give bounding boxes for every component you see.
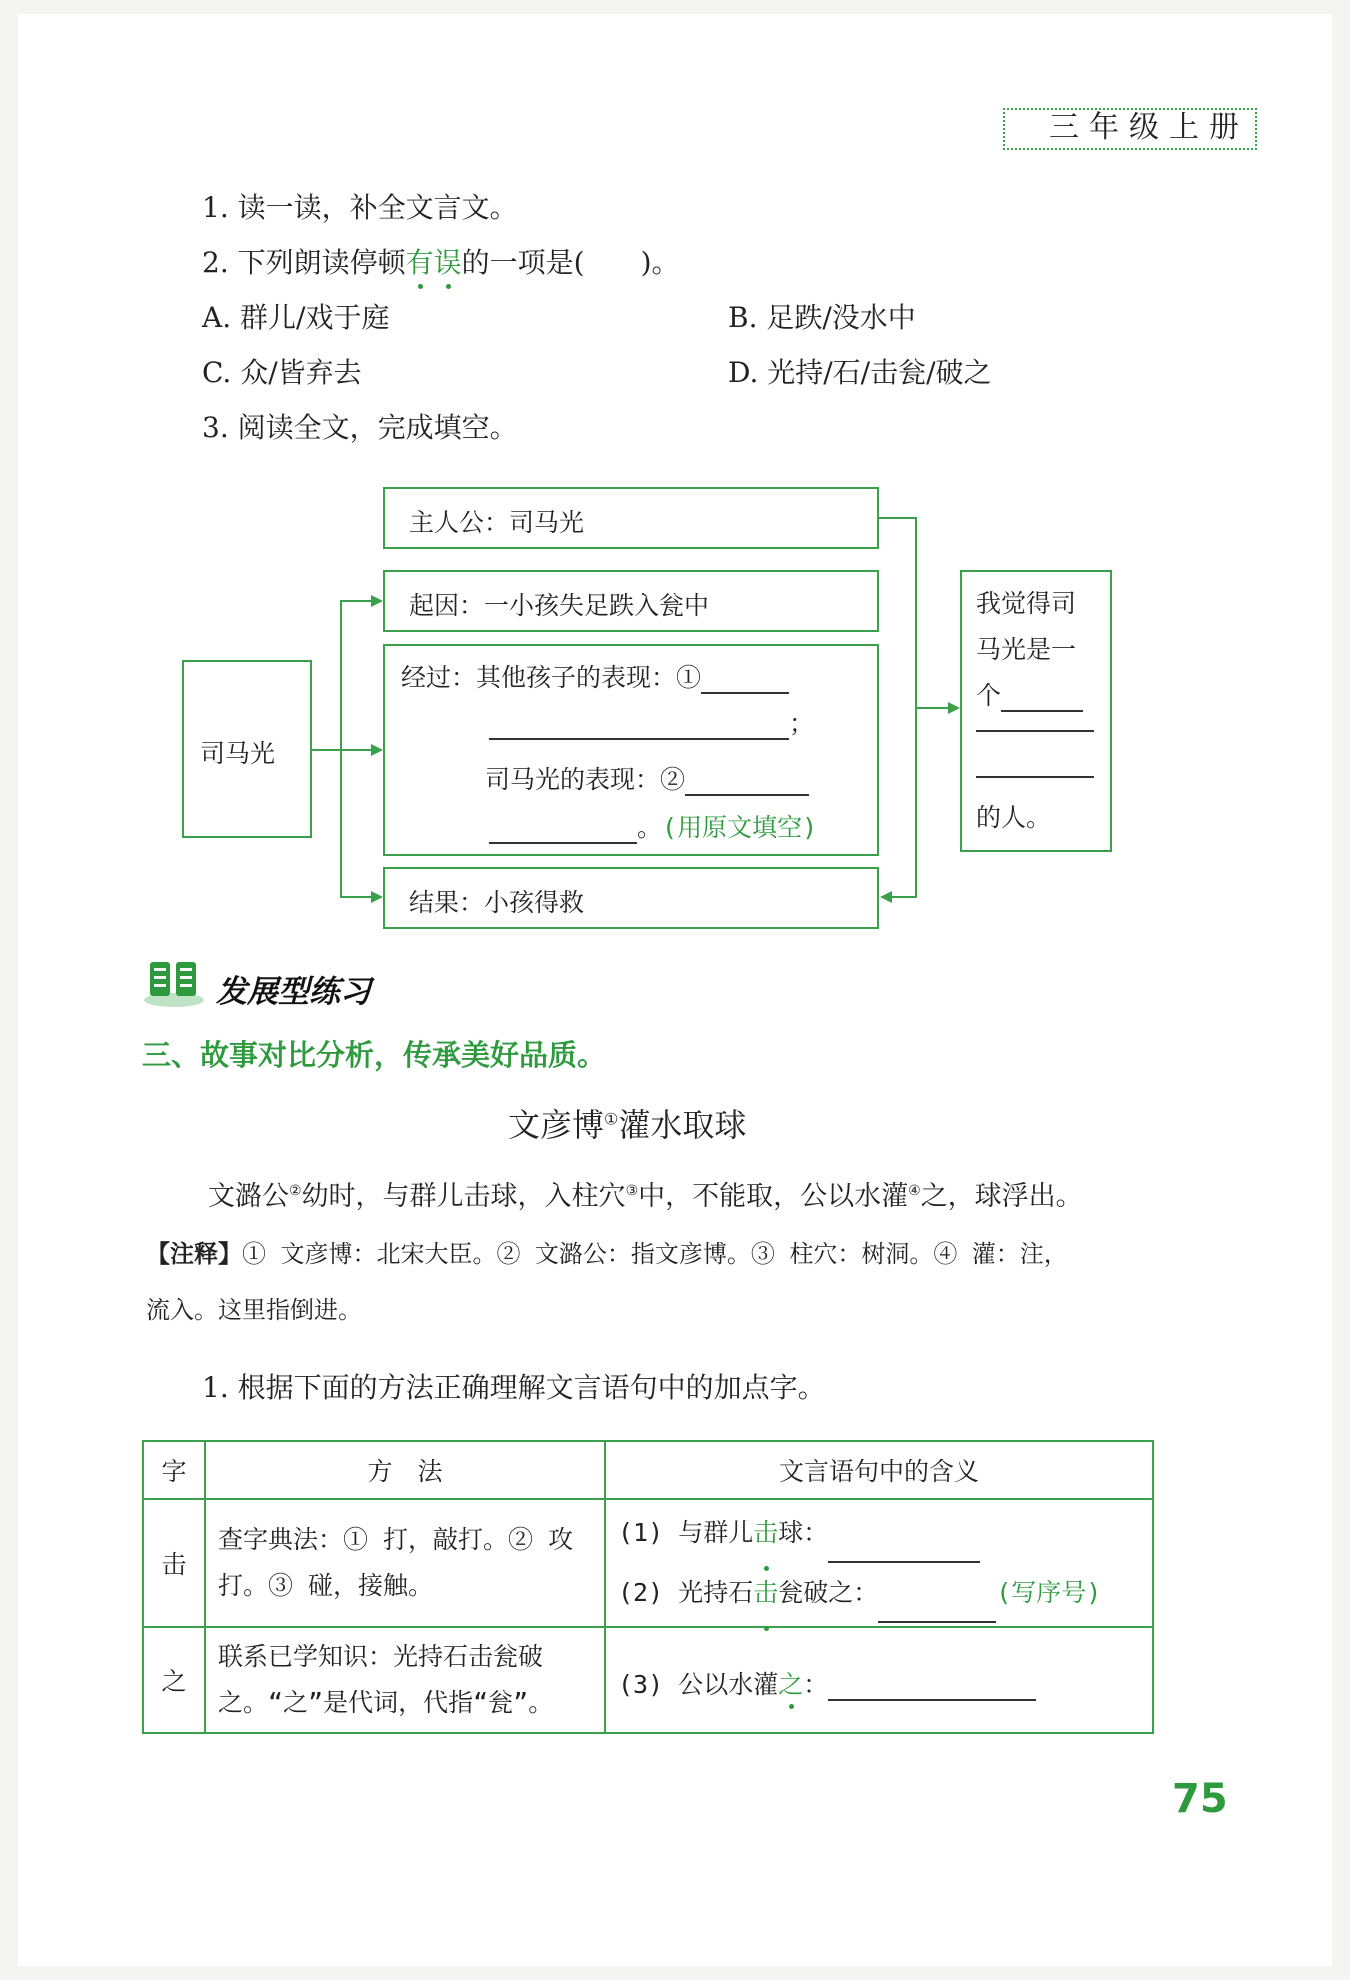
process-others: 经过：其他孩子的表现：① (401, 663, 702, 692)
connector-to-summary (917, 707, 949, 709)
sentence-1-mark: 击 (753, 1503, 778, 1563)
page-number: 75 (1172, 1776, 1228, 1822)
blank-2b[interactable] (489, 842, 637, 844)
blank-3b[interactable] (976, 712, 1094, 732)
connector-to-process (340, 749, 372, 751)
process-box (383, 644, 879, 856)
arrow-to-result-box (880, 891, 892, 903)
exercise-question-1: 1. 根据下面的方法正确理解文言语句中的加点字。 (202, 1371, 826, 1404)
story-title-sup: ① (604, 1109, 619, 1129)
arrow-to-result (371, 891, 383, 903)
summary-line-1: 我觉得司 (976, 589, 1077, 618)
story-title-b: 灌水取球 (618, 1106, 747, 1144)
row2-meaning (605, 1627, 1153, 1733)
story-part-4: 之，球浮出。 (920, 1181, 1083, 1212)
result-text: 结果：小孩得救 (409, 888, 585, 917)
connector-result-right (892, 896, 917, 898)
process-simaguang: 司马光的表现：② (485, 765, 686, 794)
row1-method-line-2: 打。③ 碰，接触。 (218, 1571, 434, 1600)
sentence-2-mark: 击 (753, 1563, 778, 1623)
question-2 (202, 245, 680, 281)
sentence-2-hint: (写序号) (996, 1578, 1102, 1607)
center-label: 司马光 (200, 739, 276, 768)
row1-char: 击 (143, 1499, 205, 1627)
arrow-to-process (371, 744, 383, 756)
protagonist-text: 主人公：司马光 (409, 508, 585, 537)
blank-3c[interactable] (976, 758, 1094, 778)
protagonist-box (383, 487, 879, 549)
story-part-1: 文潞公 (208, 1181, 289, 1212)
sentence-1-post: 球： (778, 1518, 829, 1547)
process-period: 。 (637, 813, 663, 842)
option-b: B. 足跌/没水中 (728, 301, 916, 334)
summary-line-2: 马光是一 (976, 635, 1077, 664)
connector-to-result (340, 896, 372, 898)
row1-method (205, 1499, 605, 1627)
header-char: 字 (143, 1441, 205, 1499)
exercise-table (142, 1440, 1154, 1734)
story-sup-2: ② (289, 1183, 302, 1199)
blank-1a[interactable] (701, 692, 789, 694)
blank-sentence-3[interactable] (828, 1659, 1036, 1701)
header-meaning: 文言语句中的含义 (605, 1441, 1153, 1499)
sentence-3-pre: (3) 公以水灌 (618, 1670, 779, 1699)
row2-char: 之 (143, 1627, 205, 1733)
blank-1b[interactable] (489, 738, 789, 740)
cause-box (383, 570, 879, 632)
story-sup-4: ④ (908, 1183, 921, 1199)
row1-meaning (605, 1499, 1153, 1627)
option-c: C. 众/皆弃去 (202, 356, 362, 389)
summary-box (960, 570, 1112, 852)
table-row (143, 1499, 1153, 1627)
emphasis-wu: 误 (433, 246, 462, 279)
sentence-3-mark: 之 (778, 1665, 803, 1701)
process-hint: (用原文填空) (662, 813, 818, 842)
notes-label: 【注释】 (146, 1240, 242, 1268)
row1-method-line-1: 查字典法：① 打，敲打。② 攻 (218, 1525, 574, 1554)
blank-sentence-1[interactable] (828, 1521, 980, 1563)
notes-line-2: 流入。这里指倒进。 (146, 1296, 362, 1324)
arrow-to-summary (948, 702, 960, 714)
blank-2a[interactable] (685, 794, 809, 796)
sentence-2 (618, 1563, 1140, 1623)
story-sup-3: ③ (625, 1183, 639, 1199)
row2-method (205, 1627, 605, 1733)
table-row (143, 1627, 1153, 1733)
option-a: A. 群儿/戏于庭 (202, 301, 390, 334)
sentence-2-pre: (2) 光持石 (618, 1578, 754, 1607)
story-text (208, 1174, 1083, 1213)
story-part-2: 幼时，与群儿击球，入柱穴 (301, 1181, 626, 1212)
sentence-3 (618, 1659, 1140, 1701)
grade-label: 三年级上册 (1003, 108, 1257, 150)
connector-protagonist-right (879, 517, 917, 519)
emphasis-you: 有 (405, 246, 434, 279)
summary-line-3 (976, 676, 1083, 712)
question-2-tail: 的一项是( )。 (461, 246, 680, 279)
sentence-1-pre: (1) 与群儿 (618, 1518, 754, 1547)
question-2-text: 2. 下列朗读停顿 (202, 246, 406, 279)
sentence-2-post: 瓮破之： (778, 1578, 879, 1607)
process-line-1 (401, 658, 789, 694)
arrow-to-cause (371, 595, 383, 607)
result-box (383, 867, 879, 929)
table-header-row (143, 1441, 1153, 1499)
question-3: 3. 阅读全文，完成填空。 (202, 411, 518, 444)
story-notes (146, 1234, 1068, 1269)
summary-ge: 个 (976, 681, 1002, 710)
process-line-4 (489, 808, 817, 844)
process-semicolon: ； (789, 709, 815, 738)
option-d: D. 光持/石/击瓮/破之 (728, 356, 992, 389)
notes-line-1: ① 文彦博：北宋大臣。② 文潞公：指文彦博。③ 柱穴：树洞。④ 灌：注， (242, 1240, 1068, 1268)
section-title: 发展型练习 (216, 974, 371, 1010)
question-1: 1. 读一读，补全文言文。 (202, 191, 518, 224)
story-title (508, 1100, 746, 1146)
process-line-2 (489, 704, 814, 740)
process-line-3 (485, 760, 809, 796)
blank-sentence-2[interactable] (878, 1581, 996, 1623)
story-part-3: 中，不能取，公以水灌 (638, 1181, 909, 1212)
row2-method-line-2: 之。“之”是代词，代指“瓮”。 (218, 1688, 554, 1717)
header-method: 方 法 (205, 1441, 605, 1499)
book-icon (142, 958, 206, 1008)
sentence-3-post: ： (803, 1670, 829, 1699)
row2-method-line-1: 联系已学知识：光持石击瓮破 (218, 1642, 544, 1671)
cause-text: 起因：一小孩失足跌入瓮中 (409, 591, 710, 620)
connector-to-cause (340, 600, 372, 602)
center-box (182, 660, 312, 838)
summary-line-6: 的人。 (976, 803, 1052, 832)
section-heading: 三、故事对比分析，传承美好品质。 (142, 1038, 607, 1072)
sentence-1 (618, 1503, 1140, 1563)
story-title-a: 文彦博 (508, 1106, 605, 1144)
connector-center (312, 749, 342, 751)
